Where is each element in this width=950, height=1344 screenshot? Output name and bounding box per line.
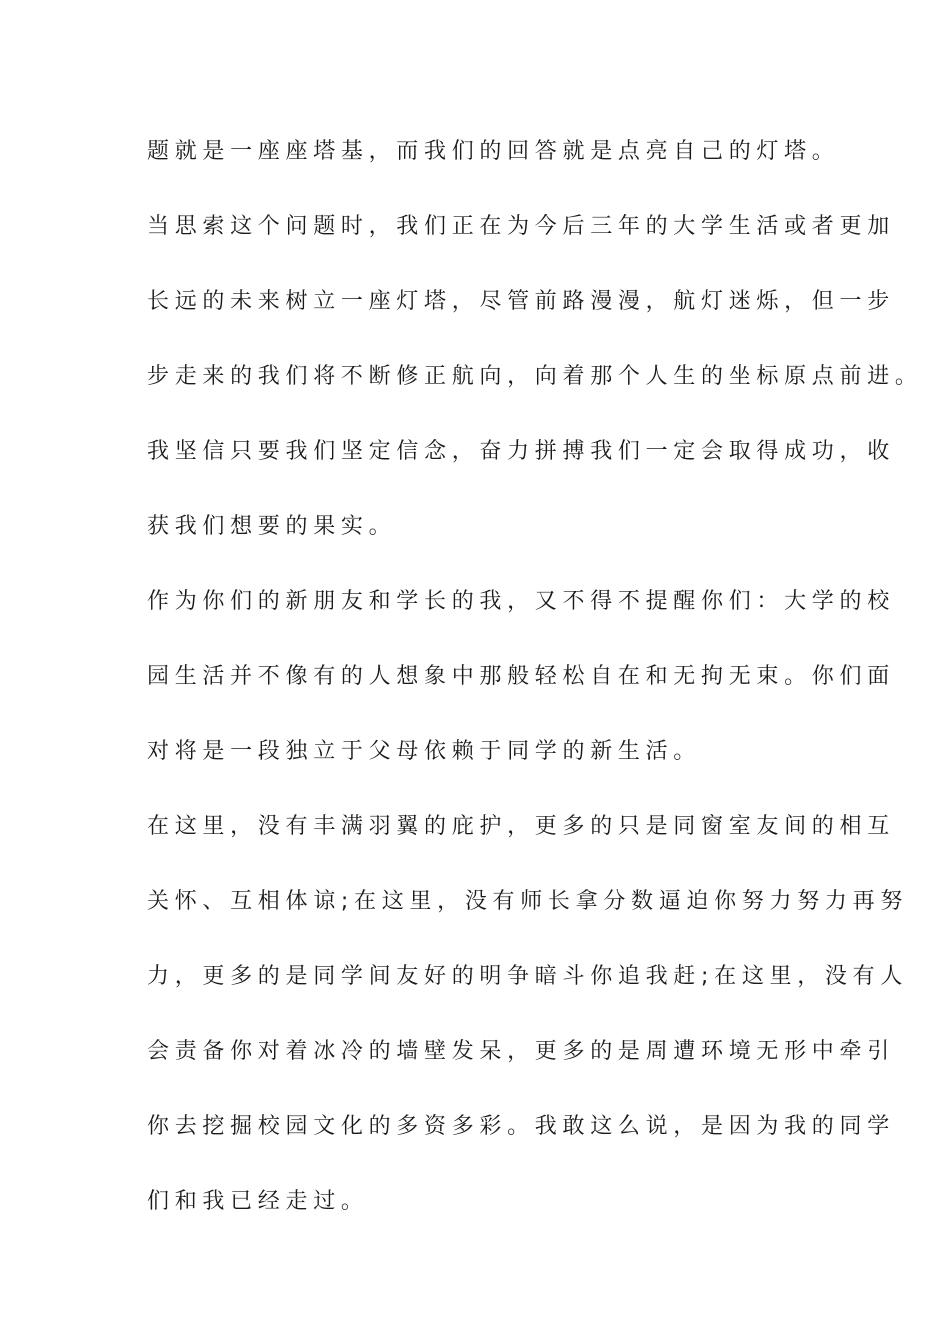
text-line: 当思索这个问题时，我们正在为今后三年的大学生活或者更加 xyxy=(147,214,895,239)
text-line: 我坚信只要我们坚定信念，奋力拼搏我们一定会取得成功，收 xyxy=(147,439,895,464)
text-line: 在这里，没有丰满羽翼的庇护，更多的只是同窗室友间的相互 xyxy=(147,814,895,839)
text-line: 园生活并不像有的人想象中那般轻松自在和无拘无束。你们面 xyxy=(147,664,895,689)
text-line: 们和我已经走过。 xyxy=(147,1189,369,1214)
text-line: 力，更多的是同学间友好的明争暗斗你追我赶;在这里，没有人 xyxy=(147,964,909,989)
text-line: 对将是一段独立于父母依赖于同学的新生活。 xyxy=(147,739,702,764)
text-line: 题就是一座座塔基，而我们的回答就是点亮自己的灯塔。 xyxy=(147,139,840,164)
text-line: 长远的未来树立一座灯塔，尽管前路漫漫，航灯迷烁，但一步 xyxy=(147,289,895,314)
text-line: 关怀、互相体谅;在这里，没有师长拿分数逼迫你努力努力再努 xyxy=(147,889,909,914)
text-line: 获我们想要的果实。 xyxy=(147,514,397,539)
text-line: 步走来的我们将不断修正航向，向着那个人生的坐标原点前进。 xyxy=(147,364,923,389)
text-line: 你去挖掘校园文化的多资多彩。我敢这么说，是因为我的同学 xyxy=(147,1114,895,1139)
text-line: 作为你们的新朋友和学长的我，又不得不提醒你们：大学的校 xyxy=(147,589,895,614)
text-line: 会责备你对着冰冷的墙壁发呆，更多的是周遭环境无形中牵引 xyxy=(147,1039,895,1064)
